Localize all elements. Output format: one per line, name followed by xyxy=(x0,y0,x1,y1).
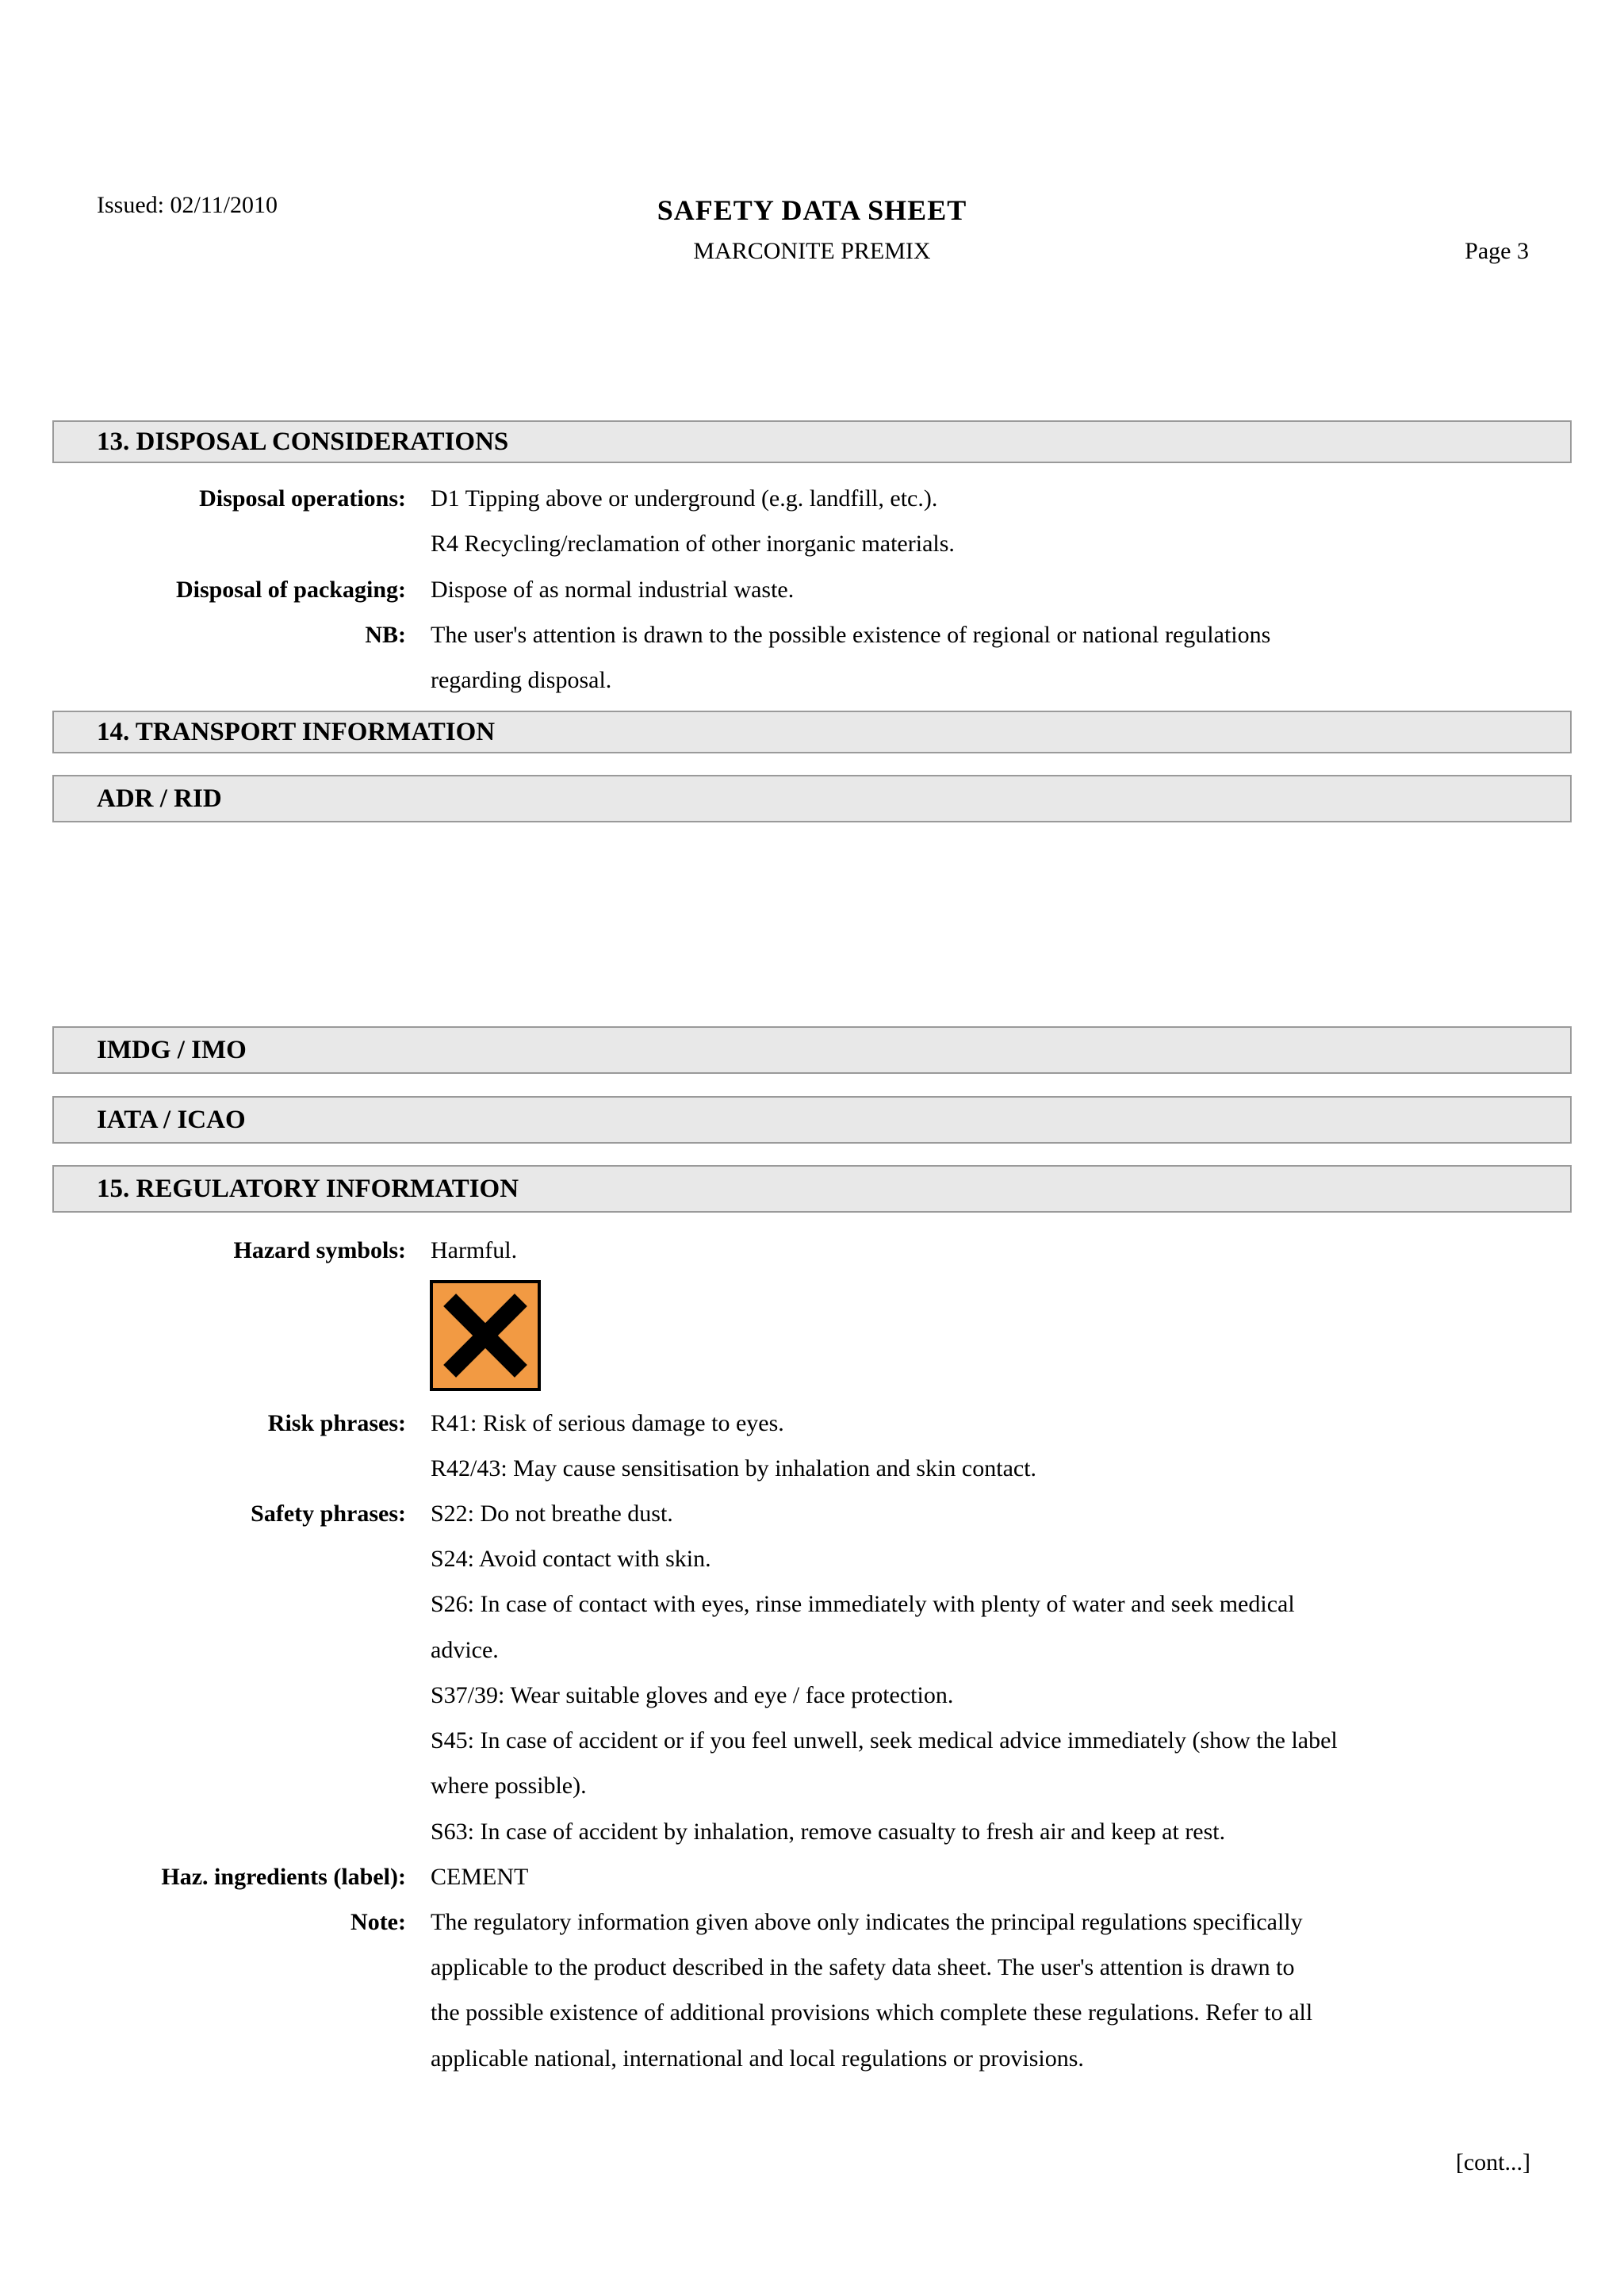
note-line-2: applicable to the product described in the safety data sheet. The user's attention is drawn to xyxy=(431,1954,1295,1980)
safety-phrase-s22: S22: Do not breathe dust. xyxy=(431,1501,673,1527)
note-label: Note: xyxy=(350,1909,406,1935)
page-number: Page 3 xyxy=(1465,238,1529,264)
issued-date: Issued: 02/11/2010 xyxy=(97,192,278,218)
risk-phrase-r41: R41: Risk of serious damage to eyes. xyxy=(431,1410,784,1436)
product-name: MARCONITE PREMIX xyxy=(693,238,931,264)
disposal-packaging-value: Dispose of as normal industrial waste. xyxy=(431,577,795,603)
imdg-imo-header: IMDG / IMO xyxy=(52,1026,1572,1074)
safety-phrase-s45: S45: In case of accident or if you feel unwell, seek medical advice immediately (show the label xyxy=(431,1727,1338,1754)
harmful-cross-icon xyxy=(430,1280,541,1391)
safety-phrase-s45-cont: where possible). xyxy=(431,1773,587,1799)
risk-phrase-r42-43: R42/43: May cause sensitisation by inhalation and skin contact. xyxy=(431,1455,1037,1481)
haz-ingredients-label: Haz. ingredients (label): xyxy=(161,1864,406,1890)
section-13-header: 13. DISPOSAL CONSIDERATIONS xyxy=(52,420,1572,463)
iata-icao-header: IATA / ICAO xyxy=(52,1096,1572,1144)
safety-phrase-s26-cont: advice. xyxy=(431,1637,499,1663)
document-title: SAFETY DATA SHEET xyxy=(657,194,967,226)
haz-ingredients-value: CEMENT xyxy=(431,1864,529,1890)
hazard-symbols-label: Hazard symbols: xyxy=(233,1237,406,1263)
disposal-packaging-label: Disposal of packaging: xyxy=(175,577,406,603)
disposal-operations-label: Disposal operations: xyxy=(199,485,406,512)
adr-rid-header: ADR / RID xyxy=(52,775,1572,822)
section-14-header: 14. TRANSPORT INFORMATION xyxy=(52,711,1572,753)
nb-line-1: The user's attention is drawn to the possible existence of regional or national regulations xyxy=(431,622,1271,648)
hazard-symbols-value: Harmful. xyxy=(431,1237,518,1263)
section-15-header: 15. REGULATORY INFORMATION xyxy=(52,1165,1572,1213)
note-line-1: The regulatory information given above only indicates the principal regulations specifically xyxy=(431,1909,1303,1935)
note-line-3: the possible existence of additional provisions which complete these regulations. Refer to all xyxy=(431,1999,1313,2026)
safety-phrase-s26: S26: In case of contact with eyes, rinse immediately with plenty of water and seek medical xyxy=(431,1591,1295,1617)
disposal-operations-line-2: R4 Recycling/reclamation of other inorganic materials. xyxy=(431,531,955,557)
risk-phrases-label: Risk phrases: xyxy=(267,1410,406,1436)
safety-phrases-label: Safety phrases: xyxy=(251,1501,406,1527)
disposal-operations-line-1: D1 Tipping above or underground (e.g. landfill, etc.). xyxy=(431,485,938,512)
nb-line-2: regarding disposal. xyxy=(431,667,612,693)
continued-marker: [cont...] xyxy=(1455,2149,1530,2175)
safety-phrase-s63: S63: In case of accident by inhalation, remove casualty to fresh air and keep at rest. xyxy=(431,1819,1226,1845)
safety-phrase-s24: S24: Avoid contact with skin. xyxy=(431,1546,711,1572)
note-line-4: applicable national, international and local regulations or provisions. xyxy=(431,2045,1084,2072)
nb-label: NB: xyxy=(365,622,406,648)
safety-phrase-s37-39: S37/39: Wear suitable gloves and eye / face protection. xyxy=(431,1682,954,1708)
